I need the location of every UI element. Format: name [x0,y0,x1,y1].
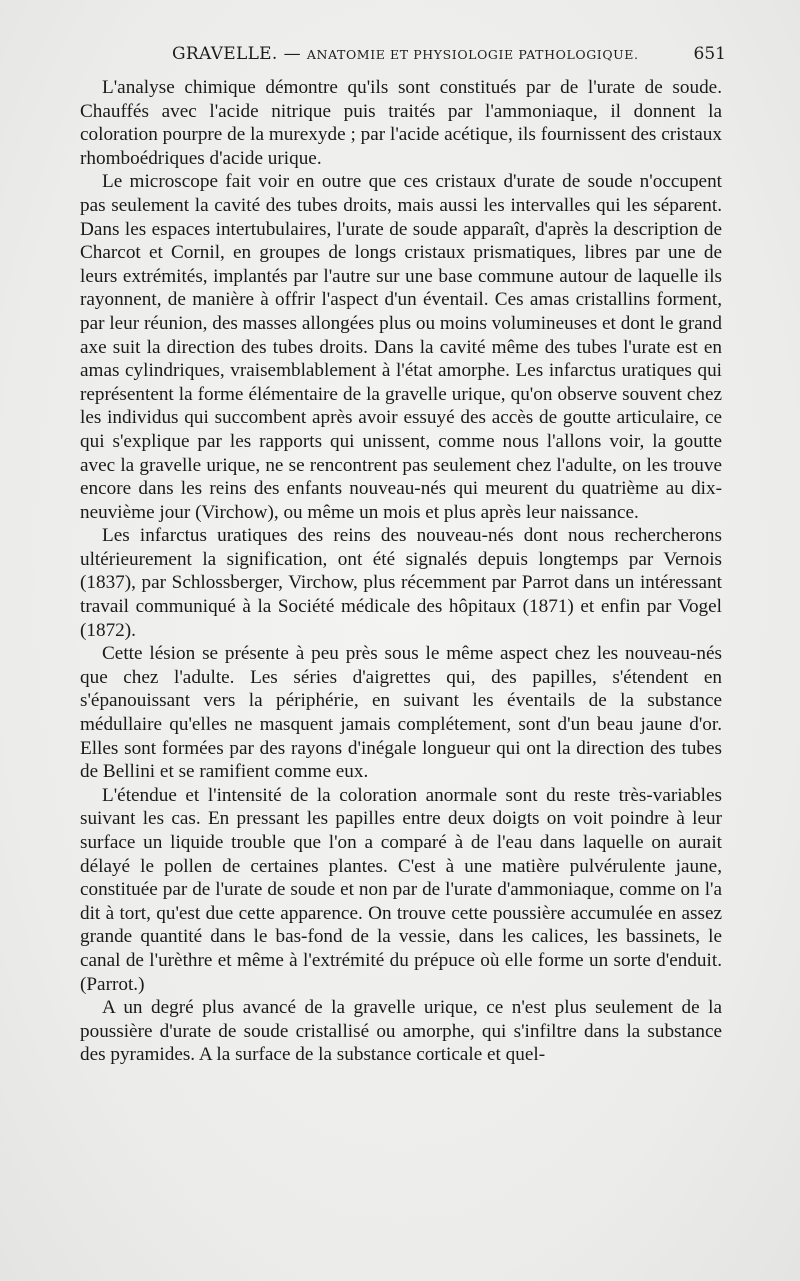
running-title-dash: — [283,44,301,64]
running-header [80,44,726,74]
paragraph-urate-analysis: L'analyse chimique démontre qu'ils sont constitués par de l'urate de soude. Chauffés avec l'acide nitrique puis traités par l'ammoniaque, il donnent la coloration pourpre de la murexyde ; par l'acide acétique, ils fournissent des cristaux rhomboédriques d'acide urique. [80,77,722,169]
paragraph-advanced-degree: A un degré plus avancé de la gravelle urique, ce n'est plus seulement de la poussière d'urate de soude cristallisé ou amorphe, qui s'infiltre dans la substance des pyramides. A la surface de la substance corticale et quel- [80,997,722,1066]
running-title [172,44,639,64]
paragraph-coloration: L'étendue et l'intensité de la coloration anormale sont du reste très-variables suivant les cas. En pressant les papilles entre deux doigts on voit poindre à leur surface un liquide trouble que l'on a comparé à de l'eau dans laquelle on aurait délayé le pollen de certaines plantes. C'est à une matière pulvérulente jaune, constituée par de l'urate de soude et non par de l'urate d'ammoniaque, comme on l'a dit à tort, qu'est due cette apparence. On trouve cette poussière accumulée en assez grande quantité dans le bas-fond de la vessie, dans les calices, les bassinets, le canal de l'urèthre et même à l'extrémité du prépuce où elle forme un sorte d'enduit. (Parrot.) [80,784,722,995]
paragraph-lesion-aspect: Cette lésion se présente à peu près sous le même aspect chez les nouveau-nés que chez l'adulte. Les séries d'aigrettes qui, des papilles, s'étendent en s'épanouissant vers la périphérie, en suivant les éventails de la substance médullaire qu'elles ne masquent jamais complétement, sont d'un beau jaune d'or. Elles sont formées par des rayons d'inégale longueur qui ont la direction des tubes de Bellini et se ramifient comme eux. [80,643,722,783]
page-number: 651 [693,44,726,64]
paragraph-microscope: Le microscope fait voir en outre que ces cristaux d'urate de soude n'occupent pas seulement la cavité des tubes droits, mais aussi les intervalles qui les séparent. Dans les espaces intertubulaires, l'urate de soude apparaît, d'après la description de Charcot et Cornil, en groupes de longs cristaux prismatiques, libres par une de leurs extrémités, implantés par l'autre sur une base commune autour de laquelle ils rayonnent, de manière à offrir l'aspect d'un éventail. Ces amas cristallins forment, par leur réunion, des masses allongées plus ou moins volumineuses et dont le grand axe suit la direction des tubes droits. Dans la cavité même des tubes l'urate est en amas cylindriques, vraisemblablement à l'état amorphe. Les infarctus uratiques qui représentent la forme élémentaire de la gravelle urique, qu'on observe souvent chez les individus qui succombent après avoir essuyé des accès de goutte articulaire, ce qui s'explique par les rapports qui unissent, comme nous l'allons voir, la goutte avec la gravelle urique, ne se rencontrent pas seulement chez l'adulte, on les trouve encore dans les reins des enfants nouveau-nés qui meurent du quatrième au dix-neuvième jour (Virchow), ou même un mois et plus après leur naissance. [80,171,722,523]
running-title-main: GRAVELLE. [172,44,278,64]
paragraph-infarctus-newborn: Les infarctus uratiques des reins des nouveau-nés dont nous rechercherons ultérieurement la signification, ont été signalés depuis longtemps par Vernois (1837), par Schlossberger, Virchow, plus récemment par Parrot dans un intéressant travail communiqué à la Société médicale des hôpitaux (1871) et enfin par Vogel (1872). [80,525,722,641]
running-title-sub: ANATOMIE ET PHYSIOLOGIE PATHOLOGIQUE. [306,47,639,62]
body-text [80,76,722,1067]
